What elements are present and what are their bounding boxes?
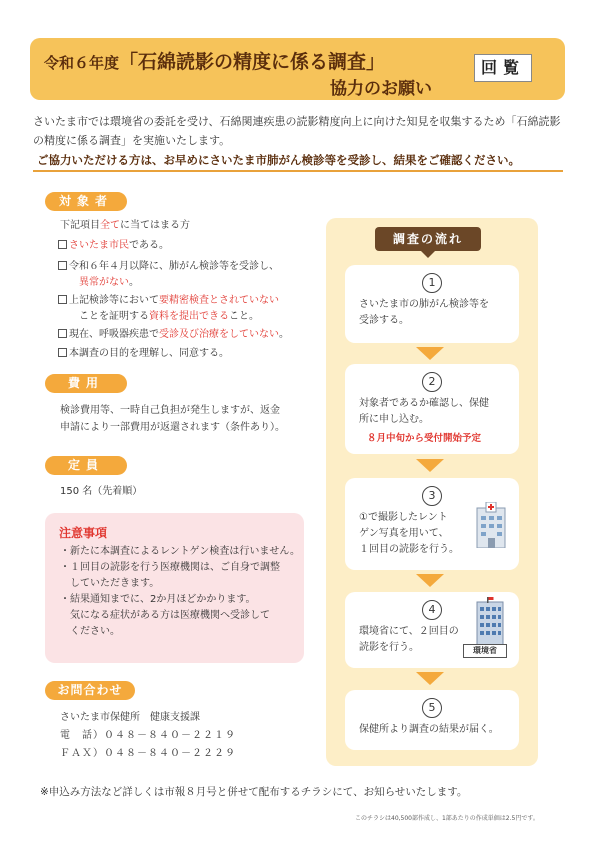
divider xyxy=(33,170,563,172)
flow-title: 調査の流れ xyxy=(375,227,481,251)
cost-line-2: 申請により一部費用が返還されます（条件あり）。 xyxy=(60,422,285,433)
checklist-item-2: 令和６年４月以降に、肺がん検診等を受診し、 異常がない。 xyxy=(58,259,279,291)
capacity-value: 150 名（先着順） xyxy=(60,486,143,497)
flow-title-pointer xyxy=(421,251,435,258)
flow-arrow-icon xyxy=(416,347,444,360)
step-number: 5 xyxy=(422,698,442,718)
cost-heading: 費用 xyxy=(45,374,127,393)
flow-step-2 xyxy=(345,364,519,454)
flow-step-3 xyxy=(345,478,519,570)
page-subtitle: 協力のお願い xyxy=(330,79,432,99)
target-lead: 下記項目全てに当てはまる方 xyxy=(60,220,190,231)
step-text: 環境省にて、２回目の 読影を行う。 xyxy=(359,626,459,653)
checklist-item-1: さいたま市民である。 xyxy=(58,238,169,254)
cost-line-1: 検診費用等、一時自己負担が発生しますが、返金 xyxy=(60,405,280,416)
step-number: 3 xyxy=(422,486,442,506)
circulation-stamp: 回覧 xyxy=(474,54,532,82)
contact-phone: 電 話）０４８－８４０－２２１９ xyxy=(60,730,236,741)
checkbox-icon xyxy=(58,348,67,357)
contact-heading: お問合わせ xyxy=(45,681,135,700)
intro-paragraph: さいたま市では環境省の委託を受け、石綿関連疾患の読影精度向上に向けた知見を収集するため「石綿読影の精度に係る調査」を実施いたします。 xyxy=(33,115,561,147)
checkbox-icon xyxy=(58,329,67,338)
hospital-icon xyxy=(473,502,509,548)
notice-title: 注意事項 xyxy=(59,526,108,540)
checkbox-icon xyxy=(58,261,67,270)
checklist-item-4: 現在、呼吸器疾患で受診及び治療をしていない。 xyxy=(58,327,289,343)
flow-arrow-icon xyxy=(416,672,444,685)
checklist-item-3: 上記検診等において要精密検査とされていない ことを証明する資料を提出できること。 xyxy=(58,293,279,325)
print-info: このチラシは40,500部作成し、1部あたりの作成単価は2.5円です。 xyxy=(355,815,539,822)
page-title xyxy=(44,47,385,74)
step-number: 2 xyxy=(422,372,442,392)
step-text: ①で撮影したレント ゲン写真を用いて、 １回目の読影を行う。 xyxy=(359,512,459,555)
flow-arrow-icon xyxy=(416,459,444,472)
contact-fax: ＦＡＸ）０４８－８４０－２２２９ xyxy=(60,748,236,759)
footer-note: ※申込み方法など詳しくは市報８月号と併せて配布するチラシにて、お知らせいたします。 xyxy=(40,786,468,798)
flow-arrow-icon xyxy=(416,574,444,587)
notice-body: ・新たに本調査によるレントゲン検査は行いません。 ・１回目の読影を行う医療機関は、ご自身で調整 していただきます。 ・結果通知までに、2か月ほどかかります。 気になる症状がある方は医療機関へ受診して ください。 xyxy=(60,546,300,637)
capacity-heading: 定員 xyxy=(45,456,127,475)
flow-step-4 xyxy=(345,592,519,668)
target-heading: 対象者 xyxy=(45,192,127,211)
step-number: 4 xyxy=(422,600,442,620)
checkbox-icon xyxy=(58,295,67,304)
step-note: ８月中旬から受付開始予定 xyxy=(367,433,482,444)
step-text: さいたま市の肺がん検診等を 受診する。 xyxy=(359,299,489,326)
checkbox-icon xyxy=(58,240,67,249)
flow-step-1 xyxy=(345,265,519,343)
step-text: 保健所より調査の結果が届く。 xyxy=(359,724,499,735)
step-text: 対象者であるか確認し、保健 所に申し込む。 ８月中旬から受付開始予定 xyxy=(359,396,489,447)
checklist-item-5: 本調査の目的を理解し、同意する。 xyxy=(58,346,229,362)
ministry-label: 環境省 xyxy=(463,644,507,658)
title-prefix: 令和６年度 xyxy=(44,54,120,72)
flow-step-5 xyxy=(345,690,519,750)
contact-dept: さいたま市保健所 健康支援課 xyxy=(60,712,200,723)
title-main: 「石綿読影の精度に係る調査」 xyxy=(119,51,386,73)
call-to-action: ご協力いただける方は、お早めにさいたま市肺がん検診等を受診し、結果をご確認ください。 xyxy=(37,153,520,167)
step-number: 1 xyxy=(422,273,442,293)
notice-box xyxy=(45,513,304,663)
